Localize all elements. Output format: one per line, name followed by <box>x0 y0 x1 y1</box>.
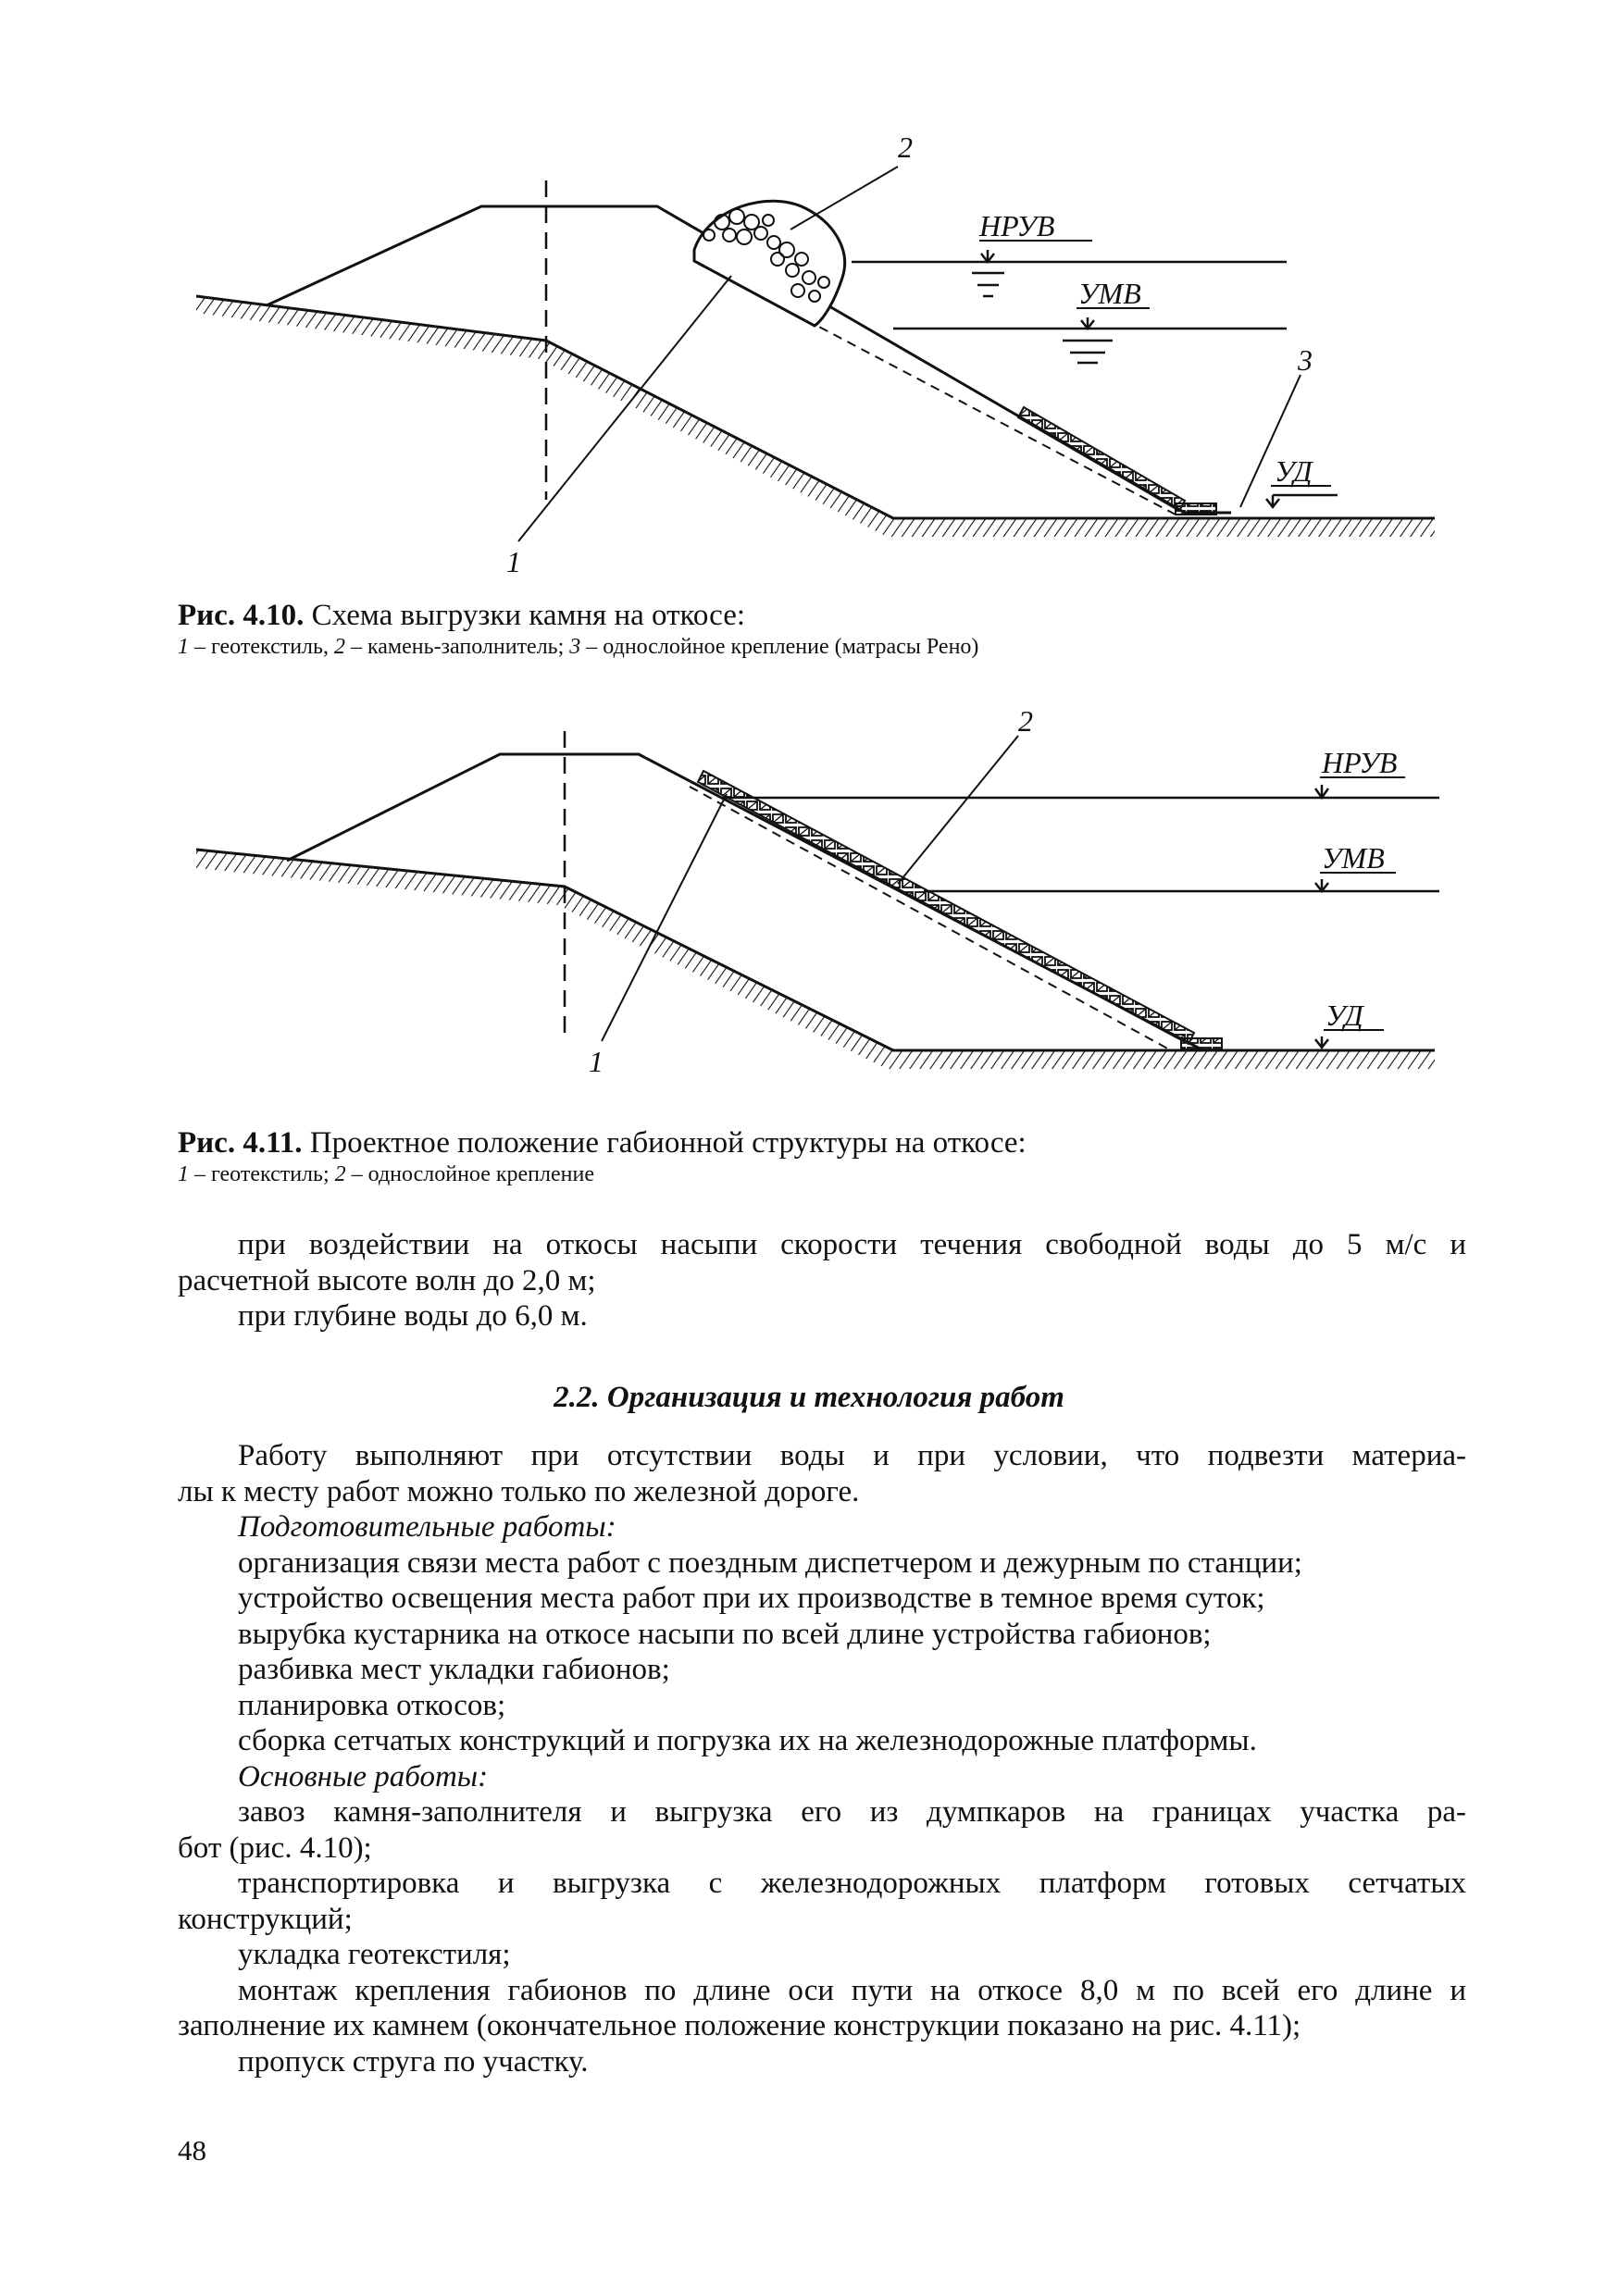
main-line: пропуск струга по участку. <box>238 2044 589 2079</box>
main-works-title: Основные работы: <box>238 1759 489 1793</box>
prep-item: устройство освещения места работ при их производстве в темное время суток; <box>238 1582 1265 1615</box>
prep-works-title: Подготовительные работы: <box>238 1510 616 1544</box>
fig2-caption-title: Проектное положение габионной структуры на откосе: <box>302 1126 1027 1160</box>
body-text <box>178 1438 1466 2079</box>
main-line: монтаж крепления габионов по длине оси пути на откосе 8,0 м по всей его длине и <box>238 1973 1466 2007</box>
main-line: бот (рис. 4.10); <box>178 1831 372 1865</box>
paragraph-line: лы к месту работ можно только по железной дороге. <box>178 1474 860 1508</box>
fig1-label-ud: УД <box>1275 454 1313 488</box>
fig2-legend-text-1: – геотекстиль; <box>189 1162 335 1186</box>
fig1-label-nruv: НРУВ <box>979 209 1055 242</box>
prep-item: вырубка кустарника на откосе насыпи по всей длине устройства габионов; <box>238 1617 1212 1651</box>
fig2-legend-text-2: – однослойное крепление <box>345 1162 594 1186</box>
main-line: транспортировка и выгрузка с железнодорожных платформ готовых сетчатых <box>238 1867 1466 1900</box>
intro-line: при воздействии на откосы насыпи скорости течения свободной воды до 5 м/с и <box>238 1228 1466 1261</box>
figure-4-11-diagram <box>176 704 1453 1092</box>
main-line: конструкций; <box>178 1902 353 1936</box>
fig1-legend-text-3: – однослойное крепление (матрасы Рено) <box>580 635 979 659</box>
fig2-label-nruv: НРУВ <box>1322 746 1398 779</box>
toe-mattress <box>1181 1038 1222 1049</box>
intro-line: при глубине воды до 6,0 м. <box>238 1299 588 1333</box>
paragraph-line: Работу выполняют при отсутствии воды и при условии, что подвезти материа- <box>238 1439 1466 1472</box>
figure-4-10-diagram <box>176 120 1453 583</box>
fig2-label-umv: УМВ <box>1322 841 1385 875</box>
fig1-legend-num-3: 3 <box>569 635 581 659</box>
prep-item: сборка сетчатых конструкций и погрузка их на железнодорожные платформы. <box>238 1724 1257 1757</box>
fig1-legend-text-2: – камень-заполнитель; <box>344 635 570 659</box>
leader-1 <box>518 276 731 541</box>
intro-text <box>178 1227 1466 1334</box>
section-heading: 2.2. Организация и технология работ <box>554 1381 1064 1414</box>
fig2-label-2: 2 <box>1018 704 1033 738</box>
stone-heap <box>694 201 845 326</box>
leader-2 <box>898 736 1018 884</box>
main-line: заполнение их камнем (окончательное положение конструкции показано на рис. 4.11); <box>178 2009 1301 2042</box>
figure-4-11-caption <box>178 1125 1474 1188</box>
geotextile-line <box>690 787 1171 1050</box>
fig1-label-2: 2 <box>898 130 913 164</box>
leader-2 <box>790 167 898 230</box>
main-line: завоз камня-заполнителя и выгрузка его из думпкаров на границах участка ра- <box>238 1795 1466 1829</box>
ground-hatch <box>196 850 1435 1069</box>
prep-item: организация связи места работ с поездным диспетчером и дежурным по станции; <box>238 1545 1302 1580</box>
fig1-label-umv: УМВ <box>1078 277 1141 310</box>
figure-4-10-caption <box>178 598 1474 661</box>
fig2-legend-num-2: 2 <box>334 1162 346 1186</box>
fig1-caption-label: Рис. 4.10. <box>178 599 305 632</box>
fig1-legend <box>178 633 1474 661</box>
fig1-label-3: 3 <box>1298 343 1313 377</box>
prep-item: планировка откосов; <box>238 1688 506 1722</box>
reno-mattress <box>1018 407 1185 511</box>
page-number: 48 <box>178 2134 206 2166</box>
toe-mattress <box>1176 503 1216 515</box>
main-line: укладка геотекстиля; <box>238 1938 511 1971</box>
fig2-legend-num-1: 1 <box>178 1162 189 1186</box>
fig1-caption-title: Схема выгрузки камня на откосе: <box>304 599 746 632</box>
intro-line: расчетной высоте волн до 2,0 м; <box>178 1263 596 1297</box>
fig2-caption-label: Рис. 4.11. <box>178 1126 303 1160</box>
fig2-legend <box>178 1160 1474 1188</box>
ground-hatch <box>196 296 1435 537</box>
prep-item: разбивка мест укладки габионов; <box>238 1653 670 1686</box>
fig1-label-1: 1 <box>506 545 521 578</box>
fig1-legend-num-2: 2 <box>333 635 345 659</box>
fig2-label-ud: УД <box>1326 999 1363 1032</box>
fig2-label-1: 1 <box>589 1045 604 1078</box>
fig1-legend-text-1: – геотекстиль, <box>189 635 334 659</box>
fig1-legend-num-1: 1 <box>178 635 189 659</box>
